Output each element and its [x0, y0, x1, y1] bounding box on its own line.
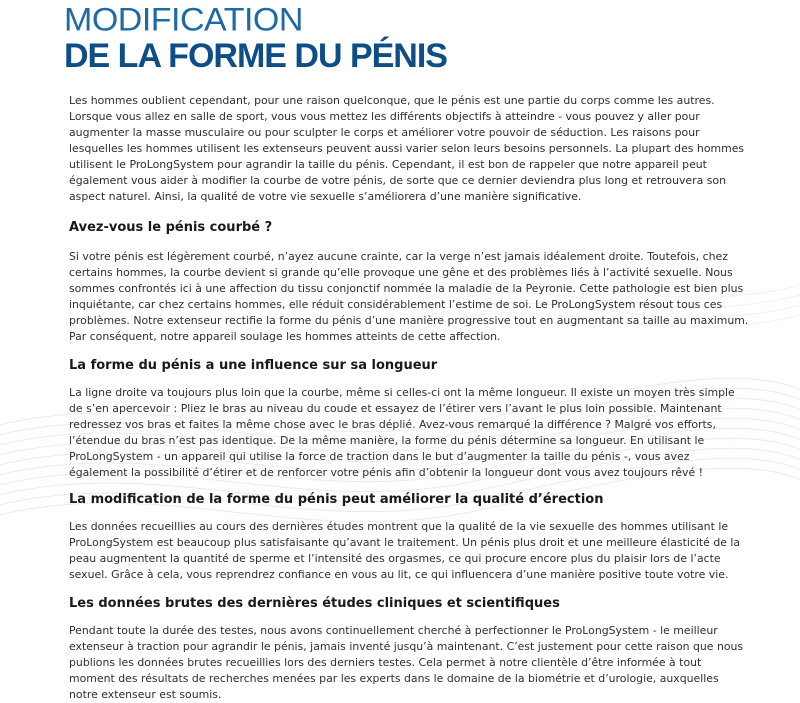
title-line-2: DE LA FORME DU PÉNIS — [64, 37, 447, 75]
section-heading-curved: Avez-vous le pénis courbé ? — [69, 220, 273, 235]
intro-paragraph: Les hommes oublient cependant, pour une raison quelconque, que le pénis est une partie du corps comme les autres. Lorsque vous allez en salle de sport, vous vous mettez les différents objectifs à atteindre - vous pouvez y aller pour augmenter la masse musculaire ou pour sculpter le corps et améliorer votre pouvoir de séduction. Les raisons pour lesquelles les hommes utilisent les extenseurs peuvent aussi varier selon leurs besoins personnels. La plupart des hommes utilisent le ProLongSystem pour agrandir la taille du pénis. Cependant, il est bon de rappeler que notre appareil peut également vous aider à modifier la courbe de votre pénis, de sorte que ce dernier deviendra plus long et retrouvera son aspect naturel. Ainsi, la qualité de votre vie sexuelle s’améliorera d’une manière significative. — [69, 94, 745, 203]
article-body — [69, 93, 749, 703]
title-line-1: MODIFICATION — [64, 2, 303, 39]
page-header — [64, 0, 447, 74]
section-paragraph-erection: Les données recueillies au cours des dernières études montrent que la qualité de la vie sexuelle des hommes utilisant le ProLongSystem est beaucoup plus satisfaisante qu’avant le traitement. Un pénis plus droit et une meilleure élasticité de la peau augmentent la quantité de sperme et l’intensité des orgasmes, ce qui procure encore plus du plaisir lors de l’acte sexuel. Grâce à cela, vous reprendrez confiance en vous au lit, ce qui influencera d’une manière positive toute votre vie. — [69, 520, 741, 581]
section-paragraph-curved: Si votre pénis est légèrement courbé, n’ayez aucune crainte, car la verge n’est jamais idéalement droite. Toutefois, chez certains hommes, la courbe devient si grande qu’elle provoque une gêne et des problèmes liés à l’activité sexuelle. Nous sommes confrontés ici à une affection du tissu conjonctif nommée la maladie de la Peyronie. Cette pathologie est bien plus inquiétante, car chez certains hommes, elle réduit considérablement l’estime de soi. Le ProLongSystem résout tous ces problèmes. Notre extenseur rectifie la forme du pénis d’une manière progressive tout en augmentant sa taille au maximum. Par conséquent, notre appareil soulage les hommes atteints de cette affection. — [69, 250, 749, 343]
section-heading-studies: Les données brutes des dernières études cliniques et scientifiques — [69, 596, 560, 611]
section-paragraph-studies: Pendant toute la durée des testes, nous avons continuellement cherché à perfectionner le ProLongSystem - le meilleur extenseur à traction pour agrandir le pénis, jamais inventé jusqu’à maintenant. C’est justement pour cette raison que nous publions les données brutes recueillies lors des derniers testes. Cela permet à notre clientèle d’être informée à tout moment des résultats de recherches menées par les experts dans le domaine de la biométrie et d’urologie, auxquelles notre extenseur est soumis. — [69, 624, 744, 701]
section-heading-length: La forme du pénis a une influence sur sa longueur — [69, 358, 438, 373]
section-heading-erection: La modification de la forme du pénis peut améliorer la qualité d’érection — [69, 492, 604, 507]
section-paragraph-length: La ligne droite va toujours plus loin que la courbe, même si celles-ci ont la même longueur. Il existe un moyen très simple de s’en apercevoir : Pliez le bras au niveau du coude et essayez de l’étirer vers l’avant le plus loin possible. Maintenant redressez vos bras et faites la même chose avec le bras déplié. Avez-vous remarqué la différence ? Malgré vos efforts, l’étendue du bras n’est pas identique. De la même manière, la forme du pénis détermine sa longueur. En utilisant le ProLongSystem - un appareil qui utilise la force de traction dans le but d’augmenter la taille du pénis -, vous avez également la possibilité d’étirer et de renforcer votre pénis afin d’obtenir la longueur dont vous avez toujours rêvé ! — [69, 386, 735, 479]
